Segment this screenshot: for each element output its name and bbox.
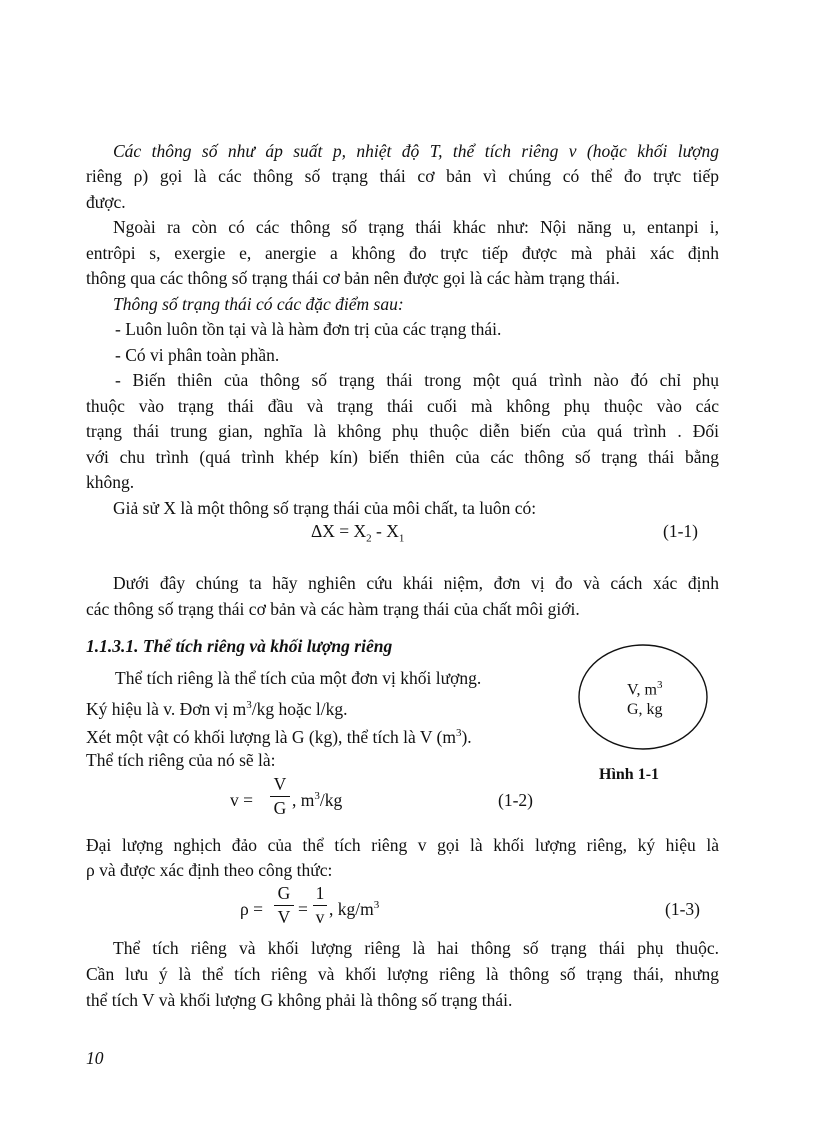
intro-line-3: được. [86,192,126,212]
equation-1-2-number: (1-2) [498,790,533,810]
figure-label-volume: V, $m^3$ [627,679,663,699]
para2-line-3: thông qua các thông số trạng thái cơ bản nên được gọi là các hàm trạng thái. [86,268,620,288]
feature-bullet-3-line-3: trạng thái trung gian, nghĩa là không phụ thuộc diễn biến của quá trình . Đối [86,421,719,441]
section-line-3: Xét một vật có khối lượng là G (kg), thể tích là V $(m^3)$. [86,726,472,747]
equation-1-3-fraction-1: G V [274,883,294,928]
below-line-2: các thông số trạng thái cơ bản và các hàm trạng thái của chất môi giới. [86,599,580,619]
equation-1-2-lhs: v = [230,790,253,810]
feature-bullet-3-line-1: - Biến thiên của thông số trạng thái trong một quá trình nào đó chỉ phụ [115,370,719,390]
equation-1-3-lhs: ρ = [240,899,263,919]
page-number: 10 [86,1048,104,1068]
inverse-line-2: ρ và được xác định theo công thức: [86,860,333,880]
closing-line-1: Thể tích riêng và khối lượng riêng là hai thông số trạng thái phụ thuộc. [113,938,719,958]
section-line-2: Ký hiệu là v. Đơn vị $m^3/kg$ hoặc l/kg. [86,698,348,719]
closing-line-3: thể tích V và khối lượng G không phải là thông số trạng thái. [86,990,513,1010]
feature-bullet-3-line-2: thuộc vào trạng thái đầu và trạng thái cuối mà không phụ thuộc vào các [86,396,719,416]
section-line-4: Thể tích riêng của nó sẽ là: [86,750,276,770]
para2-line-1: Ngoài ra còn có các thông số trạng thái khác như: Nội năng u, entanpi i, [113,217,719,237]
intro-line-2: riêng ρ) gọi là các thông số trạng thái cơ bản vì chúng có thể đo trực tiếp [86,166,719,186]
feature-bullet-3-line-4: với chu trình (quá trình khép kín) biến thiên của các thông số trạng thái bằng [86,447,719,467]
figure-caption: Hình 1-1 [599,766,660,783]
assume-text: Giả sử X là một thông số trạng thái của môi chất, ta luôn có: [113,498,537,518]
equation-1-3-equals: = [298,899,308,919]
equation-1-1-number: (1-1) [663,521,698,541]
equation-1-1: $\Delta X = X_2 - X_1$ [311,521,405,545]
intro-line-1: Các thông số như áp suất p, nhiệt độ T, thể tích riêng v (hoặc khối lượng [113,141,719,161]
figure-label-mass: G, kg [627,701,663,718]
equation-1-3-fraction-2: 1 v [313,883,327,928]
section-heading: 1.1.3.1. Thể tích riêng và khối lượng riêng [86,636,393,656]
below-line-1: Dưới đây chúng ta hãy nghiên cứu khái niệm, đơn vị đo và cách xác định [113,573,719,593]
equation-1-2-unit: , $m^3/kg$ [292,790,343,810]
equation-1-2-fraction: V G [270,774,290,819]
section-line-1: Thể tích riêng là thể tích của một đơn vị khối lượng. [115,668,482,688]
features-heading: Thông số trạng thái có các đặc điểm sau: [113,294,404,314]
equation-1-3-unit: , $kg/m^3$ [329,899,380,919]
para2-line-2: entrôpi s, exergie e, anergie a không đo trực tiếp được mà phải xác định [86,243,719,263]
equation-1-3-number: (1-3) [665,899,700,919]
feature-bullet-3-line-5: không. [86,472,135,492]
closing-line-2: Cần lưu ý là thể tích riêng và khối lượng riêng là thông số trạng thái, nhưng [86,964,719,984]
inverse-line-1: Đại lượng nghịch đảo của thể tích riêng v gọi là khối lượng riêng, ký hiệu là [86,835,719,855]
feature-bullet-2: - Có vi phân toàn phần. [115,345,280,365]
feature-bullet-1: - Luôn luôn tồn tại và là hàm đơn trị của các trạng thái. [115,319,502,339]
